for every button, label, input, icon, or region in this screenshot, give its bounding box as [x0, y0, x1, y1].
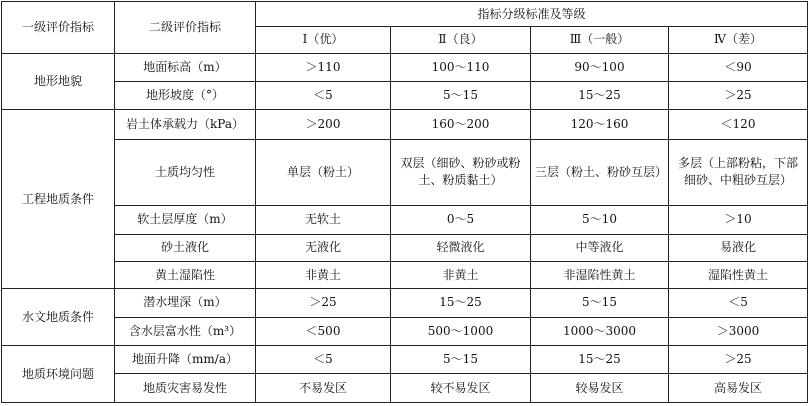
grade-value: ＜5 — [256, 81, 391, 109]
grade-value: 500～1000 — [391, 317, 531, 345]
evaluation-grading-table — [1, 1, 808, 403]
grade-value: 5～10 — [531, 206, 669, 234]
grade-value: ＞25 — [669, 346, 808, 374]
grade-value: 轻微液化 — [391, 234, 531, 261]
header-primary-indicator: 一级评价指标 — [2, 2, 115, 54]
header-grade-3: Ⅲ（一般） — [531, 27, 669, 53]
grade-value: ＞3000 — [669, 317, 808, 345]
indicator-name: 黄土湿陷性 — [115, 261, 256, 288]
grade-value: ＞10 — [669, 206, 808, 234]
table-row — [2, 139, 808, 205]
grade-value: 湿陷性黄土 — [669, 261, 808, 288]
grade-value: 高易发区 — [669, 374, 808, 403]
table-row — [2, 261, 808, 288]
table-row — [2, 374, 808, 403]
grade-value: 较易发区 — [531, 374, 669, 403]
group-name: 地形地貌 — [2, 53, 115, 110]
grade-value: 5～15 — [391, 346, 531, 374]
indicator-name: 地形坡度（°） — [115, 81, 256, 109]
grade-value: 非黄土 — [391, 261, 531, 288]
grade-value: 单层（粉土） — [256, 139, 391, 205]
table-row — [2, 346, 808, 374]
grade-value: 160～200 — [391, 110, 531, 139]
grade-value: 5～15 — [391, 81, 531, 109]
grade-value: ＜5 — [669, 289, 808, 317]
table-row — [2, 110, 808, 139]
indicator-name: 含水层富水性（m³） — [115, 317, 256, 345]
grade-value: 无软土 — [256, 206, 391, 234]
indicator-name: 岩土体承载力（kPa） — [115, 110, 256, 139]
grade-value: ＜90 — [669, 53, 808, 81]
indicator-name: 软土层厚度（m） — [115, 206, 256, 234]
grade-value: 15～25 — [391, 289, 531, 317]
group-name: 水文地质条件 — [2, 289, 115, 346]
grade-value: 较不易发区 — [391, 374, 531, 403]
grade-value: 多层（上部粉粘，下部细砂、中粗砂互层） — [669, 139, 808, 205]
grade-value: 15～25 — [531, 81, 669, 109]
header-grade-1: Ⅰ（优） — [256, 27, 391, 53]
grade-value: ＞25 — [669, 81, 808, 109]
table-row — [2, 81, 808, 109]
grade-value: 120～160 — [531, 110, 669, 139]
grade-value: 易液化 — [669, 234, 808, 261]
grade-value: 非湿陷性黄土 — [531, 261, 669, 288]
grade-value: ＜500 — [256, 317, 391, 345]
table-row — [2, 289, 808, 317]
table-row — [2, 317, 808, 345]
grade-value: ＜5 — [256, 346, 391, 374]
indicator-name: 砂土液化 — [115, 234, 256, 261]
header-secondary-indicator: 二级评价指标 — [115, 2, 256, 54]
table-row — [2, 234, 808, 261]
grading-table-container — [1, 1, 808, 404]
grade-value: 三层（粉土、粉砂互层） — [531, 139, 669, 205]
header-grade-4: Ⅳ（差） — [669, 27, 808, 53]
grade-value: 非黄土 — [256, 261, 391, 288]
indicator-name: 潜水埋深（m） — [115, 289, 256, 317]
grade-value: 15～25 — [531, 346, 669, 374]
indicator-name: 地质灾害易发性 — [115, 374, 256, 403]
group-name: 地质环境问题 — [2, 346, 115, 403]
group-name: 工程地质条件 — [2, 110, 115, 289]
grade-value: 90～100 — [531, 53, 669, 81]
header-grading-title: 指标分级标准及等级 — [256, 2, 808, 27]
grade-value: ＞200 — [256, 110, 391, 139]
grade-value: 1000～3000 — [531, 317, 669, 345]
indicator-name: 地面标高（m） — [115, 53, 256, 81]
grade-value: ＞110 — [256, 53, 391, 81]
grade-value: 中等液化 — [531, 234, 669, 261]
grade-value: 5～15 — [531, 289, 669, 317]
grade-value: 0～5 — [391, 206, 531, 234]
table-row — [2, 53, 808, 81]
header-grade-2: Ⅱ（良） — [391, 27, 531, 53]
indicator-name: 土质均匀性 — [115, 139, 256, 205]
grade-value: ＜120 — [669, 110, 808, 139]
grade-value: 无液化 — [256, 234, 391, 261]
grade-value: 不易发区 — [256, 374, 391, 403]
grade-value: 100～110 — [391, 53, 531, 81]
grade-value: ＞25 — [256, 289, 391, 317]
grade-value: 双层（细砂、粉砂或粉土、粉质黏土） — [391, 139, 531, 205]
indicator-name: 地面升降（mm/a） — [115, 346, 256, 374]
table-row — [2, 206, 808, 234]
